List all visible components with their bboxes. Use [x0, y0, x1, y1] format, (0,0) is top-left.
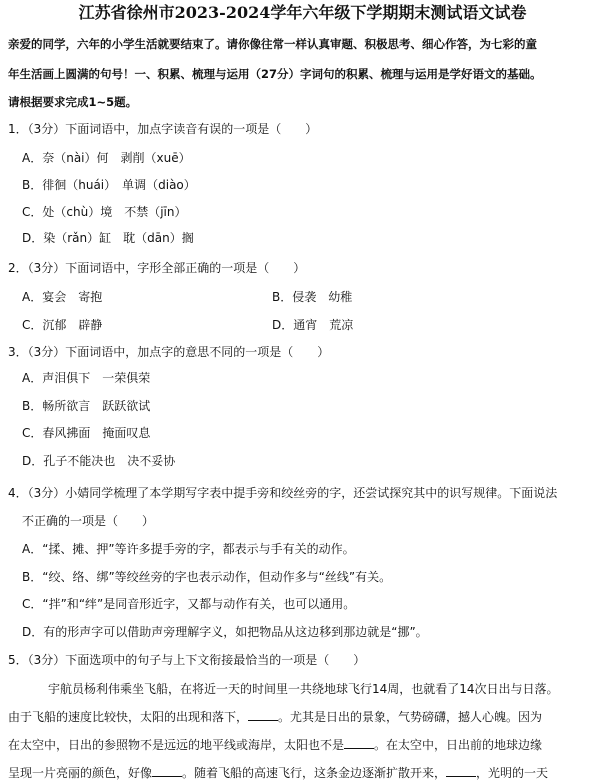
passage-text: 。尤其是日出的景象，气势磅礴，撼人心魄。因为: [278, 710, 543, 724]
page-title: 江苏省徐州市2023-2024学年六年级下学期期末测试语文试卷: [78, 3, 527, 22]
question-5-passage-line-4: [8, 764, 548, 781]
question-3-option-a: A．声泪俱下 一荣俱荣: [22, 371, 151, 385]
question-5-passage-line-3: [8, 736, 542, 753]
question-2-option-a: A．宴会 寄抱: [22, 290, 103, 304]
answer-blank: [446, 764, 476, 777]
question-3-option-d: D．孔子不能决也 决不妥协: [22, 454, 176, 468]
question-1-option-a: A．奈（nài）何 剥削（xuē）: [22, 151, 191, 165]
question-4-option-d: D．有的形声字可以借助声旁理解字义，如把物品从这边移到那边就是“挪”。: [22, 625, 428, 639]
intro-line-3: 请根据要求完成1~5题。: [8, 95, 138, 109]
question-1-option-c: C．处（chù）境 不禁（jīn）: [22, 205, 187, 219]
question-2-option-c: C．沉郁 辟静: [22, 318, 103, 332]
question-4-option-c: C．“拌”和“绊”是同音形近字，又都与动作有关，也可以通用。: [22, 597, 356, 611]
question-3-option-c: C．春风拂面 掩面叹息: [22, 426, 151, 440]
passage-text: 由于飞船的速度比较快，太阳的出现和落下，: [8, 710, 249, 724]
passage-text: 。在太空中，日出前的地球边缘: [374, 738, 543, 752]
answer-blank: [344, 736, 374, 749]
question-5-passage-line-1: 宇航员杨利伟乘坐飞船，在将近一天的时间里一共绕地球飞行14周，也就看了14次日出与日落。: [48, 682, 559, 696]
question-2-option-d: D．通宵 荒凉: [272, 318, 354, 332]
question-4-stem-line-2: 不正确的一项是（ ）: [22, 514, 155, 528]
question-2-stem: 2．（3分）下面词语中，字形全部正确的一项是（ ）: [8, 261, 306, 275]
question-3-option-b: B．畅所欲言 跃跃欲试: [22, 399, 151, 413]
question-1-option-b: B．徘徊（huái） 单调（diào）: [22, 178, 196, 192]
answer-blank: [152, 764, 182, 777]
question-5-passage-line-2: [8, 708, 542, 725]
question-1-option-d: D．染（rǎn）缸 耽（dān）搁: [22, 231, 194, 245]
passage-text: ，光明的一天: [476, 766, 549, 780]
question-5-stem: 5．（3分）下面选项中的句子与上下文衔接最恰当的一项是（ ）: [8, 653, 366, 667]
answer-blank: [248, 708, 278, 721]
question-3-stem: 3．（3分）下面词语中，加点字的意思不同的一项是（ ）: [8, 345, 330, 359]
intro-line-2: 年生活画上圆满的句号！一、积累、梳理与运用（27分）字词句的积累、梳理与运用是学好语文的基础。: [8, 67, 542, 81]
passage-text: 呈现一片亮丽的颜色，好像: [8, 766, 153, 780]
intro-line-1: 亲爱的同学，六年的小学生活就要结束了。请你像往常一样认真审题、积极思考、细心作答，为七彩的童: [8, 37, 537, 51]
question-4-stem-line-1: 4．（3分）小婧同学梳理了本学期写字表中提手旁和绞丝旁的字，还尝试探究其中的识写规律。下面说法: [8, 486, 558, 500]
passage-text: 。随着飞船的高速飞行，这条金边逐渐扩散开来，: [182, 766, 447, 780]
question-4-option-b: B．“绞、络、绑”等绞丝旁的字也表示动作，但动作多与“丝线”有关。: [22, 570, 392, 584]
passage-text: 在太空中，日出的参照物不是远远的地平线或海岸，太阳也不是: [8, 738, 345, 752]
question-4-option-a: A．“揉、摊、押”等许多提手旁的字，都表示与手有关的动作。: [22, 542, 355, 556]
question-1-stem: 1．（3分）下面词语中，加点字读音有误的一项是（ ）: [8, 122, 318, 136]
question-2-option-b: B．侵袭 幼稚: [272, 290, 353, 304]
